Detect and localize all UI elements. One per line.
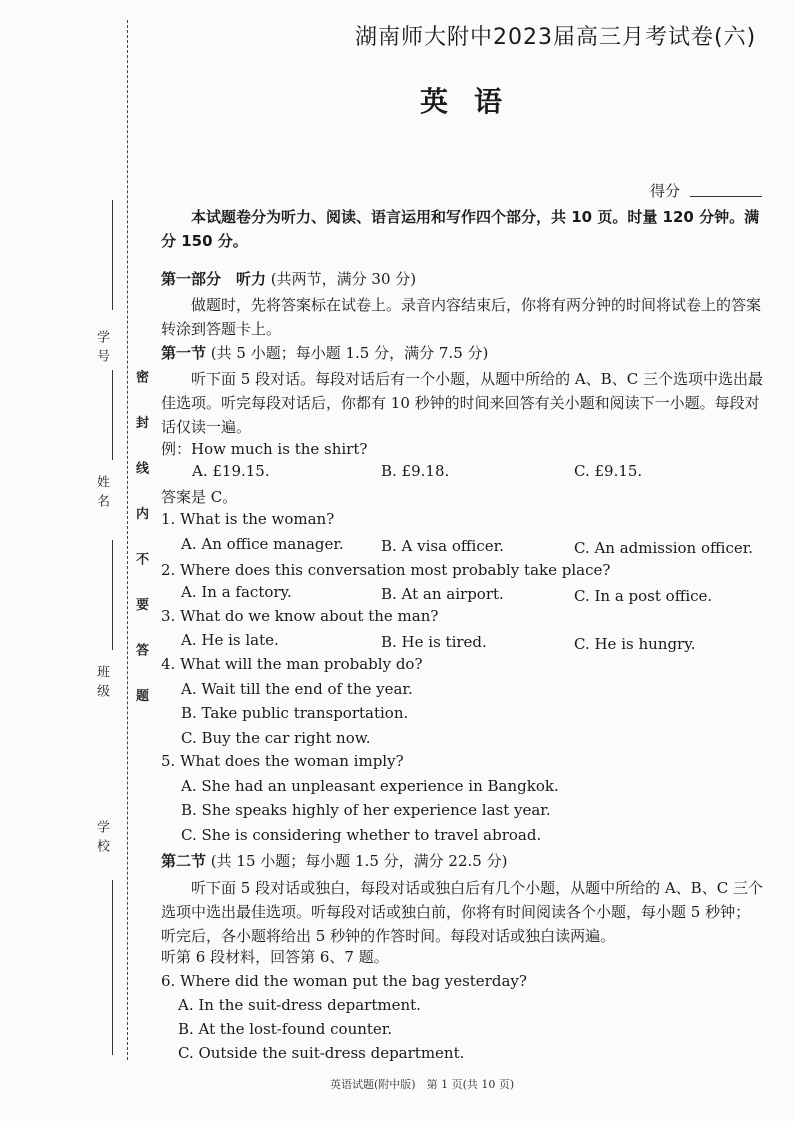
score-label: 得分 [650,182,681,200]
class-label: 班级 [94,665,109,703]
subject-title: 英语 [420,85,529,118]
q4-option-b: B. Take public transportation. [181,704,409,722]
q1-option-c: C. An admission officer. [574,539,754,557]
school-label: 学校 [94,820,109,858]
student-id-label: 学号 [94,330,109,368]
binding-cut-line [127,20,128,1060]
exam-title: 湖南师大附中2023届高三月考试卷(六) [355,25,757,50]
part1-instruction: 做题时，先将答案标在试卷上。录音内容结束后，你将有两分钟的时间将试卷上的答案转涂到答题卡上。 [161,296,762,338]
seal-warning: 密 封 线 内 不 要 答 题 [133,370,148,716]
q2-option-a: A. In a factory. [181,583,292,601]
section1-note: (共 5 小题；每小题 1.5 分，满分 7.5 分) [210,344,489,362]
question-6: 6. Where did the woman put the bag yesterday? [161,972,527,990]
section2-heading [161,850,507,871]
example-option-a: A. £19.15. [192,462,270,480]
q6-option-b: B. At the lost-found counter. [178,1020,393,1038]
question-3: 3. What do we know about the man? [161,607,439,625]
q5-option-a: A. She had an unpleasant experience in Bangkok. [181,777,559,795]
q1-option-a: A. An office manager. [181,535,344,553]
q2-option-c: C. In a post office. [574,587,713,605]
section2-material: 听第 6 段材料，回答第 6、7 题。 [161,948,389,966]
part1-note: (共两节，满分 30 分) [270,270,417,288]
q4-option-c: C. Buy the car right now. [181,729,371,747]
q1-option-b: B. A visa officer. [381,537,504,555]
question-2: 2. Where does this conversation most probably take place? [161,561,611,579]
question-4: 4. What will the man probably do? [161,655,423,673]
section1-instruction: 听下面 5 段对话。每段对话后有一个小题，从题中所给的 A、B、C 三个选项中选出最佳选项。听完每段对话后，你都有 10 秒钟的时间来回答有关小题和阅读下一小题。每段对话仅读一遍。 [161,370,763,436]
question-1: 1. What is the woman? [161,510,335,528]
section2-note: (共 15 小题；每小题 1.5 分，满分 22.5 分) [210,852,508,870]
score-field[interactable] [690,196,762,197]
part1-title: 第一部分 听力 [161,270,267,288]
part1-heading [161,268,416,289]
name-label: 姓名 [94,475,109,513]
section1-title: 第一节 [161,344,207,362]
name-field[interactable] [112,370,113,460]
q4-option-a: A. Wait till the end of the year. [181,680,413,698]
q3-option-a: A. He is late. [181,631,279,649]
class-field[interactable] [112,540,113,650]
q6-option-c: C. Outside the suit-dress department. [178,1044,465,1062]
q2-option-b: B. At an airport. [381,585,504,603]
question-5: 5. What does the woman imply? [161,752,404,770]
q3-option-c: C. He is hungry. [574,635,696,653]
q5-option-b: B. She speaks highly of her experience last year. [181,801,551,819]
page-footer: 英语试题(附中版) 第 1 页(共 10 页) [330,1078,515,1091]
section2-instruction: 听下面 5 段对话或独白，每段对话或独白后有几个小题，从题中所给的 A、B、C 三个选项中选出最佳选项。听每段对话或独白前，你将有时间阅读各个小题，每小题 5 秒钟；听完后，各小题将给出 5 秒钟的作答时间。每段对话或独白读两遍。 [161,879,763,945]
student-id-field[interactable] [112,200,113,310]
example-answer: 答案是 C。 [161,488,238,506]
example-option-b: B. £9.18. [381,462,450,480]
exam-intro: 本试题卷分为听力、阅读、语言运用和写作四个部分，共 10 页。时量 120 分钟。满分 150 分。 [161,208,760,250]
section2-title: 第二节 [161,852,207,870]
example-option-c: C. £9.15. [574,462,643,480]
q3-option-b: B. He is tired. [381,633,487,651]
section1-heading [161,342,488,363]
q6-option-a: A. In the suit-dress department. [178,996,421,1014]
example-question: 例：How much is the shirt? [161,440,368,458]
school-field[interactable] [112,880,113,1055]
q5-option-c: C. She is considering whether to travel abroad. [181,826,542,844]
